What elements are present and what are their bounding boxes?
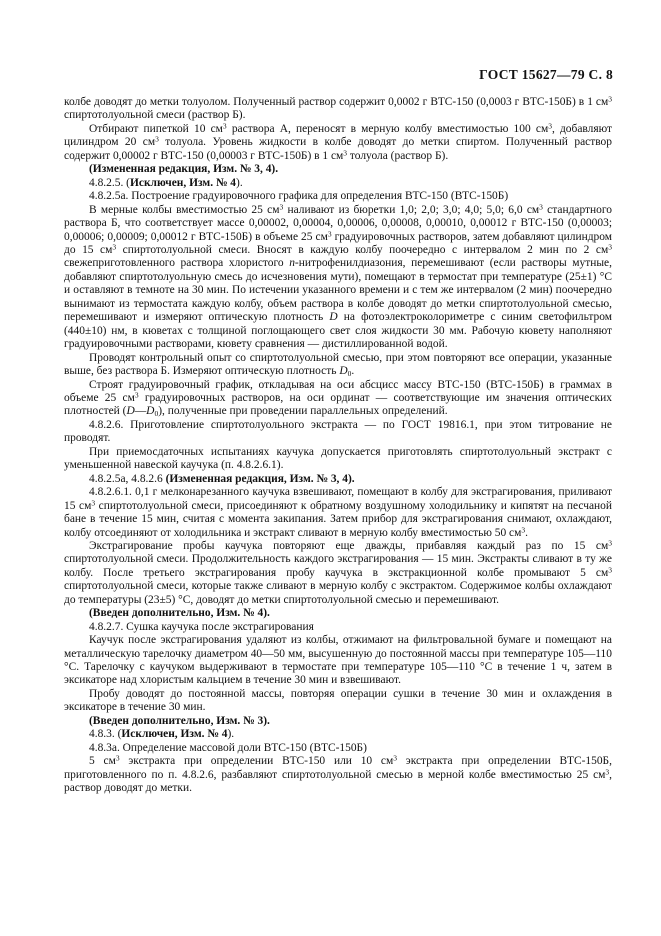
amendment-note: (Введен дополнительно, Изм. № 4).: [89, 607, 270, 620]
clause-4-8-2-7-title: 4.8.2.7. Сушка каучука после экстрагирования: [89, 620, 314, 633]
paragraph-extraction-repeat: Экстрагирование пробы каучука повторяют еще дважды, прибавляя каждый раз по 15 $см^3$ спиртотолуольной смеси. Продолжительность каждого экстрагирования — 15 мин. Экстракты сливают в ту же колбу. После третьего экстрагирования пробу каучука в экстракционной колбе промывают 5 $см^3$ спиртотолуольной смеси, которые также сливают в мерную колбу с экстрактом. Содержимое колбы охлаждают до температуры (23±5) °С, доводят до метки спиртотолуольной смесью и перемешивают.: [64, 538, 612, 606]
document-body: [64, 96, 612, 796]
paragraph-solution-b: колбе доводят до метки толуолом. Полученный раствор содержит 0,0002 г ВТС-150 (0,0003 г ВТС-150Б) в 1 $см^3$ спиртотолуольной смеси (раствор Б).: [64, 94, 612, 122]
clause-4-8-3: 4.8.3. (Исключен, Изм. № 4).: [89, 728, 235, 741]
paragraph-drying: Каучук после экстрагирования удаляют из колбы, отжимают на фильтровальной бумаге и помещают на металлическую тарелочку диаметром 40—50 мм, высушенную до постоянной массы при температуре 105—110 °С. Тарелочку с каучуком выдерживают в термостате при температуре 105—110 °С в течение 1 ч, затем в эксикаторе над хлористым кальцием в течение 30 мин и взвешивают.: [64, 634, 612, 687]
paragraph-acceptance-tests: При приемосдаточных испытаниях каучука допускается приготовлять спиртотолуольный экстракт с уменьшенной навеской каучука (п. 4.8.2.6.1).: [64, 445, 612, 472]
paragraph-control-test: Проводят контрольный опыт со спиртотолуольной смесью, при этом повторяют все операции, указанные выше, без раствора Б. Измеряют оптическую плотность $D_0$.: [64, 351, 612, 379]
paragraph-dilution: 5 $см^3$ экстракта при определении ВТС-150 или 10 $см^3$ экстракта при определении ВТС-150Б, приготовленного по п. 4.8.2.6, разбавляют спиртотолуольной смесью в мерной колбе вместимостью 25 $см^3$, раствор доводят до метки.: [64, 753, 612, 795]
clause-4-8-2-6-1: 4.8.2.6.1. 0,1 г мелконарезанного каучука взвешивают, помещают в колбу для экстрагирования, приливают 15 $см^3$ спиртотолуольной смеси, присоединяют к обратному воздушному холодильнику и кипятят на песчаной бане в течение 15 мин, считая с момента закипания. Затем прибор для экстрагирования снимают, охлаждают, колбу отсоединяют от холодильника и экстракт сливают в мерную колбу вместимостью 50 $см^3$.: [64, 486, 612, 539]
amendment-note: (Введен дополнительно, Изм. № 3).: [89, 714, 270, 727]
paragraph-pipette: Отбирают пипеткой 10 $см^3$ раствора А, переносят в мерную колбу вместимостью 100 $см^3$, добавляют цилиндром 20 $см^3$ толуола. Уровень жидкости в колбе доводят до метки спиртом. Полученный раствор содержит 0,00002 г ВТС-150 (0,00003 г ВТС-150Б) в 1 $см^3$ толуола (раствор Б).: [64, 121, 613, 162]
amendment-note: 4.8.2.5а, 4.8.2.6 (Измененная редакция, Изм. № 3, 4).: [89, 472, 355, 485]
paragraph-calibration-procedure: В мерные колбы вместимостью 25 $см^3$ наливают из бюретки 1,0; 2,0; 3,0; 4,0; 5,0; 6,0 $см^3$ стандартного раствора Б, что соответствует массе 0,00002, 0,00004, 0,00006, 0,00008, 0,00010, 0,00012 г ВТС-150 (0,00003; 0,00006; 0,00009; 0,00012 г ВТС-150Б) в объеме 25 $см^3$ градуировочных растворов, затем добавляют цилиндром до 15 $см^3$ спиртотолуольной смеси. Вносят в каждую колбу поочередно с интервалом 2 мин по 2 $см^3$ свежеприготовленного раствора хлористого п-нитрофенилдиазония, перемешивают (если растворы мутные, добавляют спиртотолуольную смесь до исчезновения мути), помещают в термостат при температуре (25±1) °С и оставляют в темноте на 30 мин. По истечении указанного времени и с тем же интервалом (2 мин) поочередно вынимают из термостата каждую колбу, объем раствора в колбе доводят до метки спиртотолуольной смесью, перемешивают и измеряют оптическую плотность D на фотоэлектроколориметре с синим светофильтром (440±10) нм, в кюветах с толщиной поглощающего свет слоя жидкости 30 мм. Рабочую кювету наполняют градуировочными растворами, кювету сравнения — дистиллированной водой.: [64, 202, 613, 351]
clause-4-8-3a-title: 4.8.3а. Определение массовой доли ВТС-150 (ВТС-150Б): [89, 741, 367, 754]
clause-4-8-2-5: 4.8.2.5. (Исключен, Изм. № 4).: [89, 176, 243, 189]
paragraph-constant-mass: Пробу доводят до постоянной массы, повторяя операции сушки в течение 30 мин и охлаждения в эксикаторе в течение 30 мин.: [64, 687, 612, 714]
page-header: ГОСТ 15627—79 С. 8: [479, 67, 613, 82]
amendment-note: (Измененная редакция, Изм. № 3, 4).: [89, 163, 279, 176]
clause-4-8-2-5a-title: 4.8.2.5а. Построение градуировочного графика для определения ВТС-150 (ВТС-150Б): [89, 190, 509, 203]
clause-4-8-2-6: 4.8.2.6. Приготовление спиртотолуольного экстракта — по ГОСТ 19816.1, при этом титрование не проводят.: [64, 418, 612, 445]
paragraph-graph-construction: Строят градуировочный график, откладывая на оси абсцисс массу ВТС-150 (ВТС-150Б) в граммах в объеме 25 $см^3$ градуировочных растворов, на оси ординат — соответствующие им значения оптических плотностей $(D—D_0)$, полученные при проведении параллельных определений.: [64, 378, 612, 419]
